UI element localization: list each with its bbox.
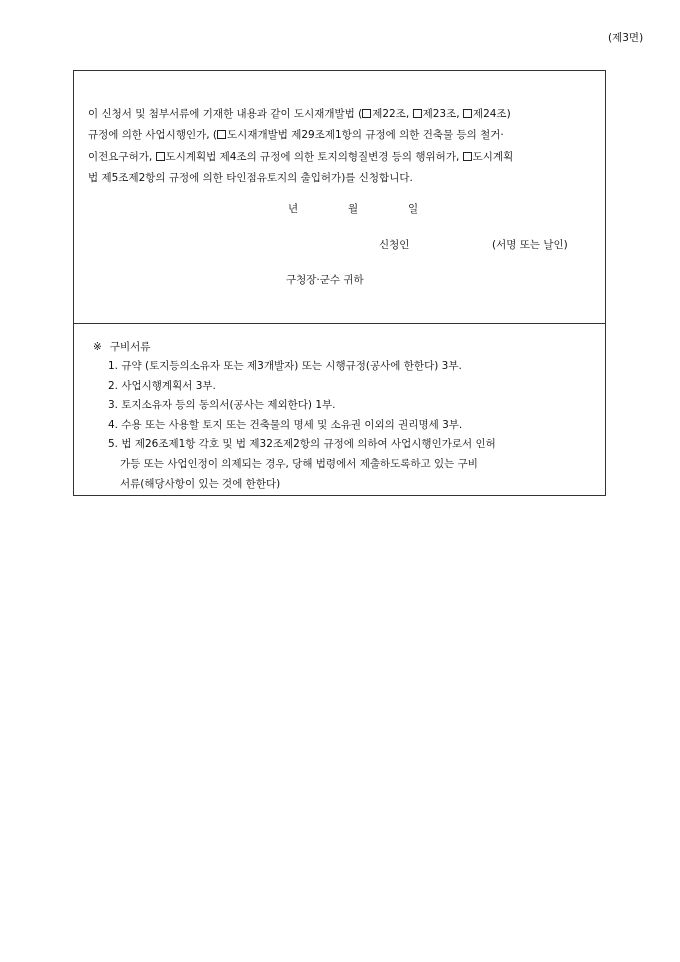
- list-item: 5. 법 제26조제1항 각호 및 법 제32조제2항의 규정에 의하여 사업시행인가로서 인허: [108, 438, 496, 451]
- checkbox[interactable]: [156, 152, 165, 161]
- list-item: 3. 토지소유자 등의 동의서(공사는 제외한다) 1부.: [108, 399, 336, 412]
- date-year-label: 년: [288, 203, 299, 215]
- date-row: [288, 201, 418, 216]
- reference-mark: ※: [93, 341, 102, 353]
- list-item-continuation: 가등 또는 사업인정이 의제되는 경우, 당해 법령에서 제출하도록하고 있는 구비: [120, 457, 478, 470]
- list-item: 2. 사업시행계획서 3부.: [108, 379, 216, 392]
- statement-line: [88, 168, 598, 189]
- application-statement: [88, 104, 598, 189]
- statement-text: 규정에 의한 사업시행인가, (: [88, 129, 218, 142]
- application-section: [74, 71, 605, 324]
- date-month-label: 월: [348, 203, 359, 215]
- page-number: (제3면): [608, 32, 644, 44]
- checkbox-label: 도시계획법 제4조의 규정에 의한 토지의형질변경 등의 행위허가,: [165, 150, 463, 163]
- addressee: 구청장·군수 귀하: [286, 274, 364, 286]
- checkbox[interactable]: [217, 130, 226, 139]
- statement-line: [88, 104, 598, 125]
- statement-line: [88, 125, 598, 146]
- statement-text: ): [506, 108, 511, 120]
- date-day-label: 일: [408, 203, 419, 215]
- checkbox-label: 도시재개발법 제29조제1항의 규정에 의한 건축물 등의 철거·: [227, 129, 504, 142]
- heading-text: 구비서류: [109, 341, 151, 353]
- checkbox[interactable]: [463, 152, 472, 161]
- applicant-label: 신청인: [379, 239, 410, 251]
- list-item: 1. 규약 (토지등의소유자 또는 제3개발자) 또는 시행규정(공사에 한한다) 3부.: [108, 360, 462, 372]
- statement-text: 이 신청서 및 첨부서류에 기재한 내용과 같이 도시재개발법 (: [88, 108, 363, 120]
- checkbox-label: 제22조,: [372, 108, 410, 120]
- statement-text: 법 제5조제2항의 규정에 의한 타인점유토지의 출입허가)를 신청합니다.: [88, 171, 413, 184]
- required-documents-heading: [93, 339, 150, 354]
- checkbox[interactable]: [362, 109, 371, 118]
- list-item-continuation: 서류(해당사항이 있는 것에 한한다): [120, 477, 281, 490]
- signature-note: (서명 또는 날인): [492, 239, 568, 251]
- checkbox[interactable]: [413, 109, 422, 118]
- statement-line: [88, 147, 598, 168]
- section-divider: [74, 323, 605, 324]
- checkbox-label: 제24조: [472, 108, 507, 120]
- application-form: [73, 70, 606, 496]
- required-documents-list: [108, 357, 496, 494]
- checkbox-label: 도시계획: [472, 150, 514, 163]
- checkbox[interactable]: [463, 109, 472, 118]
- checkbox-label: 제23조,: [422, 108, 460, 120]
- list-item: 4. 수용 또는 사용할 토지 또는 건축물의 명세 및 소유권 이외의 권리명세 3부.: [108, 418, 463, 431]
- statement-text: 이전요구허가,: [88, 150, 156, 163]
